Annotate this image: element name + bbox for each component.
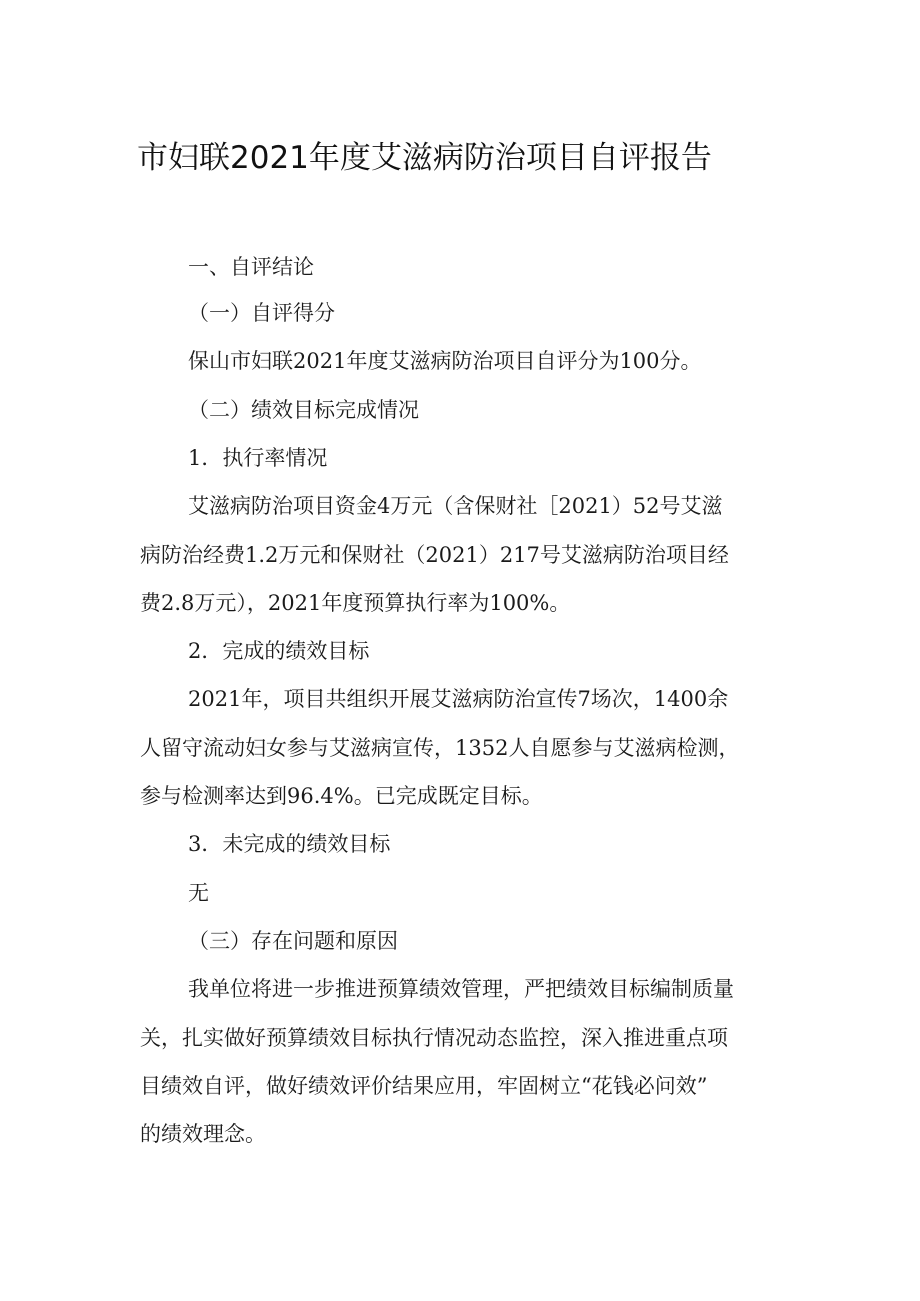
paragraph-completed-goals-line-1: 2021年，项目共组织开展艾滋病防治宣传7场次，1400余 (188, 687, 729, 711)
paragraph-execution-rate-line-2: 病防治经费1.2万元和保财社（2021）217号艾滋病防治项目经 (140, 543, 729, 567)
paragraph-execution-rate-line-1: 艾滋病防治项目资金4万元（含保财社［2021）52号艾滋 (188, 494, 723, 518)
item-heading-uncompleted-goals: 3．未完成的绩效目标 (188, 832, 391, 856)
subsection-heading-performance-goals: （二）绩效目标完成情况 (188, 398, 419, 422)
paragraph-problems-line-3: 目绩效自评，做好绩效评价结果应用，牢固树立“花钱必问效” (140, 1074, 708, 1098)
subsection-heading-problems: （三）存在问题和原因 (188, 929, 398, 953)
document-title: 市妇联2021年度艾滋病防治项目自评报告 (137, 140, 712, 176)
subsection-heading-score: （一）自评得分 (188, 301, 335, 325)
paragraph-score: 保山市妇联2021年度艾滋病防治项目自评分为100分。 (188, 349, 702, 373)
paragraph-completed-goals-line-3: 参与检测率达到96.4%。已完成既定目标。 (140, 784, 543, 808)
paragraph-uncompleted-goals: 无 (188, 881, 209, 905)
paragraph-completed-goals-line-2: 人留守流动妇女参与艾滋病宣传，1352人自愿参与艾滋病检测， (140, 736, 740, 760)
item-heading-execution-rate: 1．执行率情况 (188, 446, 328, 470)
section-heading-self-evaluation-conclusion: 一、自评结论 (188, 255, 314, 279)
item-heading-completed-goals: 2．完成的绩效目标 (188, 639, 370, 663)
paragraph-problems-line-4: 的绩效理念。 (140, 1122, 266, 1146)
paragraph-problems-line-1: 我单位将进一步推进预算绩效管理，严把绩效目标编制质量 (188, 977, 734, 1001)
paragraph-problems-line-2: 关，扎实做好预算绩效目标执行情况动态监控，深入推进重点项 (140, 1026, 728, 1050)
paragraph-execution-rate-line-3: 费2.8万元），2021年度预算执行率为100%。 (140, 591, 571, 615)
